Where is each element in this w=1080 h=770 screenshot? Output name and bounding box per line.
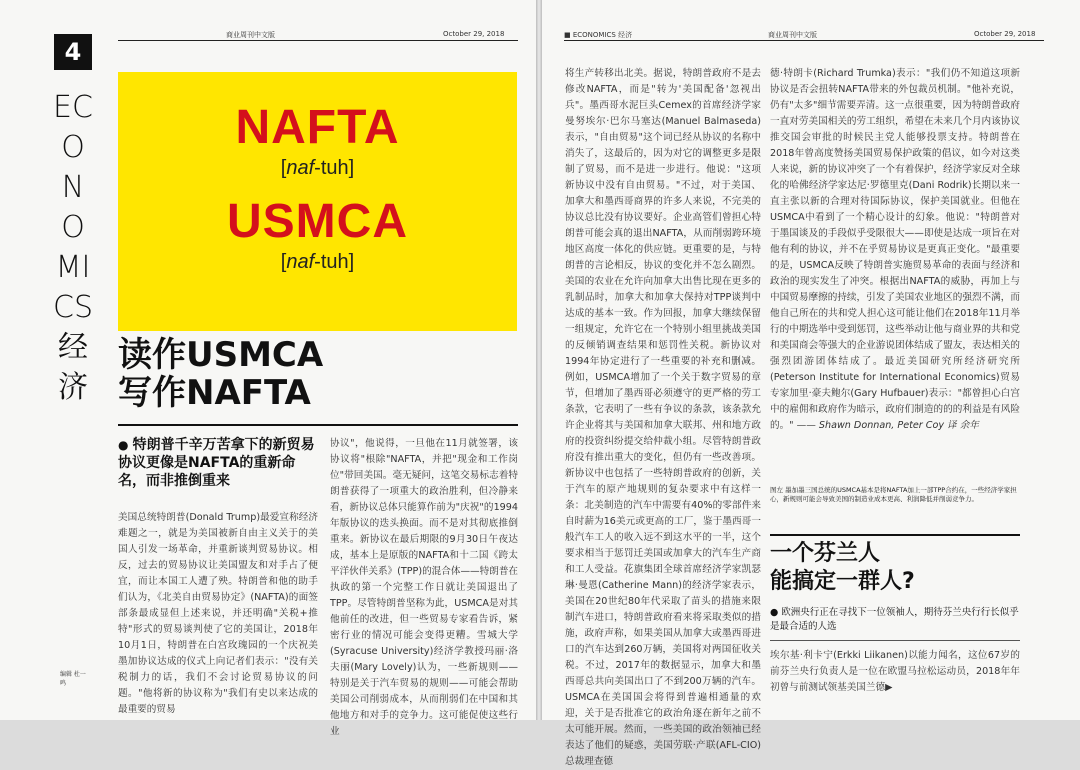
vocab-pronunciation-1: [naf-tuh] bbox=[280, 157, 355, 179]
vocab-word-usmca: USMCA bbox=[227, 195, 408, 248]
header-section: ■ ECONOMICS 经济 bbox=[564, 31, 633, 39]
article-column-1: 美国总统特朗普(Donald Trump)最爱宣称经济难题之一，就是为美国被新自由主义关于的美国人引发一场革命，并重新谈判贸易协议。相反，过去的贸易协议让美国盟友和对手占了便宜，而让本国工人遭了殃。特朗普和他的助手们认为，《北美自由贸易协定》(NAFTA)的面签部条最成显但上述来说，并还明确"关税+推特"形式的贸易谈判使了它的美国让，2018年10月1日，特朗普在白宫玫瑰园的一个庆祝美墨加协议达成的仪式上向记者们表示："没有关税制力的话，我们不会讨论贸易协议的问题。"他将新的协议称为"我们有史以来达成的最重要的贸易 bbox=[118, 512, 318, 715]
vocab-word-nafta: NAFTA bbox=[235, 101, 400, 154]
bullet-icon: ● bbox=[118, 438, 133, 452]
photo-caption: 图左 墨加墨三国总统的USMCA基本是将NAFTA加上一部TPP合约在，一些经济学家担心，新规则可能会导致美国的制造业成本更高、利润降低并削弱竞争力。 bbox=[770, 486, 1017, 503]
section-title-vertical: ECONOMICS经济 bbox=[53, 90, 93, 405]
headline-rule bbox=[118, 424, 518, 426]
article-column-2: 协议"，他说得，一旦他在11月就签署，该协议将"根除"NAFTA，并把"现金和工作岗位"带回美国。毫无疑问，这笔交易标志着特朗普获得了一项重大的政治胜利，但冷静来看，新协议总体只能算作前为"庆祝"的1994年版协议的迭头换面。而不是对其彻底推倒重来。新协议在最后期限的9月30日午夜达成，基本上是原版的NAFTA和十二国《跨太平洋伙伴关系》(TPP)的混合体——特朗普在执政的第一个完整工作日就让美国退出了TPP。尽管特朗普坚称为此，USMCA是对其他前任的改进，但一些贸易专家看告诉，紧密行业的情况可能会变得更糟。雪城大学(Syracuse University)经济学教授玛丽·洛夫丽(Mary Lovely)认为，一些新规则——特别是关于汽车贸易的规则——可能会帮助美国公司削弱成本，从而削弱们在中国和其他地方和对手的竞争力。这可能促使这些行业 bbox=[330, 438, 519, 737]
article-standfirst: ● 特朗普千辛万苦拿下的新贸易协议更像是NAFTA的重新命名，而非推倒重来 bbox=[118, 437, 315, 489]
header-publication-right: 商业周刊中文版 bbox=[768, 31, 817, 39]
article-headline: 读作USMCA 写作NAFTA bbox=[118, 335, 324, 413]
article-column-3: 将生产转移出北美。据说，特朗普政府不是去修改NAFTA，而是"转为'美国配备'忽视出兵"。墨西哥水泥巨头Cemex的首席经济学家曼努埃尔·巴尔马塞达(Manuel Balmaseda)表示，"自由贸易"这个词已经从协议的名称中消失了，这最后的，因为对它的调整更多是限制了贸易，而不是进一步进行。他说："这项新协议中没有自由贸易。"不过，对于美国、加拿大和墨西哥商界的许多人来说，不完美的协议总比没有协议要好。企业高管们曾担心特朗普可能会真的退出NAFTA，从而削弱跨环境地区高度一体化的供应链。更重要的是，与特朗普的言论相反，协议的变化并不怎么剧烈。美国的农业在允许向加拿大出售比现在更多的乳制品时，加拿大和加拿大保持对TPP谈判中达成的基本一致。作为回报，加拿大继续保留一组规定，允许它在一个特别小组里挑战美国的反倾销调查结果和惩罚性关税。新协议对1994年协定进行了一些重要的补充和删减。例如，USMCA增加了一个关于数字贸易的章节，但增加了墨西哥必须遵守的更严格的劳工条款，它表明了一些有争议的条款，该条款允许企业将其与美国和加拿大联邦、州和地方政府的投资纠纷提交给仲裁小组。尽管特朗普政府没有推出重大的变化，但仍有一些改善项。新协议中也包括了一些特朗普政府的创新，关于汽车的原产地规则的复杂要求中有这样一条：北美制造的汽车中需要有40%的零部件来自时薪为16美元或更高的工厂，鉴于墨西哥一般汽车工人的收入远不到这水平的一半，这个要求相当于惩罚迁美国或加拿大的汽车生产商和工人受益。花旗集团全球首席经济学家凯瑟琳·曼恩(Catherine Mann)的经济学家表示，美国在20世纪80年代采取了苗头的措施来限制汽车进口，特朗普政府看来将采取类似的措施，政府声称，如果美国从加拿大或墨西哥进口的汽车达到260万辆，美国将对两国征收关税。不过，2017年的数据显示，加拿大和墨西哥总共向美国出口了不到200万辆的汽车。USMCA在美国国会将得到普遍相通量的欢迎，关于是否批准它的政治角逐在新年之前不太可能开展。然而，一些美国的政治领袖已经表达了他们的疑惑，美国劳联·产联(AFL-CIO)总裁理查德 bbox=[565, 68, 761, 767]
vocab-pronunciation-2: [naf-tuh] bbox=[280, 251, 355, 273]
header-publication: 商业周刊中文版 bbox=[226, 31, 275, 39]
vocabulary-panel bbox=[118, 72, 517, 331]
header-rule bbox=[118, 40, 518, 41]
article-column-4: 德·特朗卡(Richard Trumka)表示："我们仍不知道这项新协议是否会扭转NAFTA带来的外包裁员机制。"他补充说，仍有"太多"细节需要弄清。这一点很重要，因为特朗普政府一直对劳美国相关的劳工组织，希望在未来几个月内该协议推交国会审批的时候民主党人能够投票支持。特朗普在2018年曾高度赞扬美国贸易保护政策的倡议，如今对这类人来说，新的协议冲突了一个有着保护，经济学家反对全球化的哈佛经济学家达尼·罗德里克(Dani Rodrik)长期以来一直主张以新的合理对待国际协议，保护美国就业。但他在USMCA中看到了一个精心设计的幻象。他说："特朗普对于墨国谈及的手段似乎受限很大——即使是达成一项旨在对他有利的协议，并不在乎贸易协议是更真正变化。"最重要的是，USMCA反映了特朗普实施贸易革命的表面与经济和政治的现实发生了冲突。根据出NAFTA的威胁，再加上与中国贸易摩擦的持续，引发了美国农业地区的强烈不满，而他自己所在的共和党人担心这可能让他们在2018年11月举行的中期选举中受到惩罚，这些举动让他与商业界的共和党和美国商会等强大的企业游说团体结成了盟友，表达相关的强烈团游团体结成了。最近美国研究所经济研究所(Peterson Institute for International Economics)贸易专家加里·豪夫鲍尔(Gary Hufbauer)表示："都曾担心白宫中的雇佣和政府作为暗示，政府们制造的的的利益是有风险的。" —— Shawn Donnan, Peter Coy 译 余年 bbox=[770, 68, 1020, 431]
header-date-right: October 29, 2018 bbox=[974, 30, 1036, 38]
sub-article-rule-top bbox=[770, 534, 1020, 536]
sub-article-rule bbox=[770, 640, 1020, 641]
page-number: 4 bbox=[54, 34, 92, 70]
sub-article-standfirst: ● 欧洲央行正在寻找下一位领袖人，期待芬兰央行行长似乎是最合适的人选 bbox=[770, 607, 1019, 632]
header-date: October 29, 2018 bbox=[443, 30, 505, 38]
header-rule-right bbox=[564, 40, 1044, 41]
left-page bbox=[0, 0, 536, 737]
sub-article-headline: 一个芬兰人 能搞定一群人? bbox=[770, 541, 915, 594]
author-signature: —— Shawn Donnan, Peter Coy 译 余年 bbox=[796, 420, 979, 431]
sub-article-body: 埃尔基·利卡宁(Erkki Liikanen)以能力闻名，这位67岁的前芬兰央行负责人是一位在欧盟马拉松运动员，2018年年初曾与前测试领基美国兰德▶ bbox=[770, 650, 1020, 693]
editor-credit: 编辑 杜一鸣 bbox=[60, 671, 86, 687]
